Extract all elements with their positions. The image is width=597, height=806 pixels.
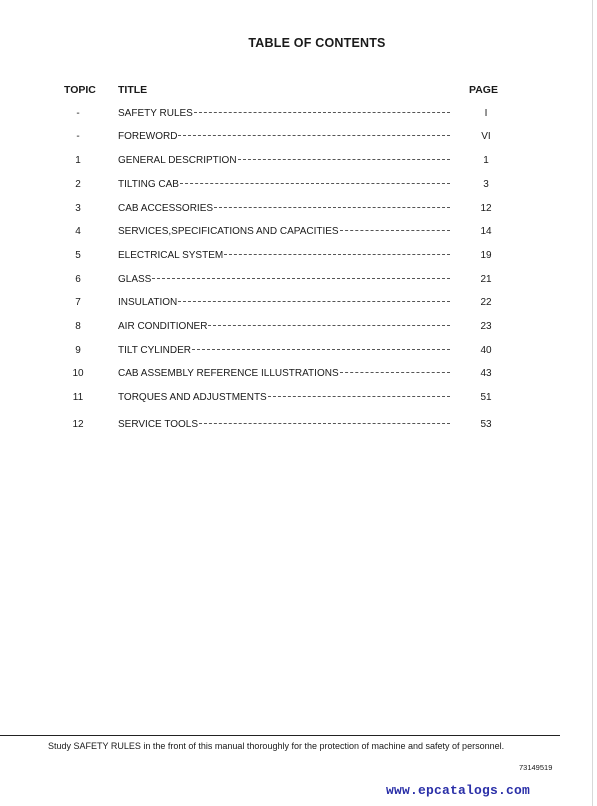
page-number: 19	[480, 250, 492, 261]
page-number: VI	[481, 131, 491, 142]
page-number: 23	[480, 321, 492, 332]
topic-number: 4	[75, 226, 81, 237]
toc-entry	[118, 274, 450, 285]
dot-leader	[194, 112, 450, 113]
topic-number: 6	[75, 274, 81, 285]
entry-title: TILT CYLINDER	[118, 345, 191, 356]
column-header-page: PAGE	[469, 84, 498, 96]
toc-row	[0, 203, 597, 217]
watermark-url: www.epcatalogs.com	[386, 783, 531, 798]
entry-title: FOREWORD	[118, 131, 178, 142]
page-number: 22	[480, 297, 492, 308]
column-header-title: TITLE	[118, 84, 148, 96]
toc-entry	[118, 345, 450, 356]
page-number: I	[484, 108, 488, 119]
entry-title: TORQUES AND ADJUSTMENTS	[118, 392, 267, 403]
page-number: 21	[480, 274, 492, 285]
page-title: TABLE OF CONTENTS	[248, 36, 386, 50]
toc-row	[0, 108, 597, 122]
toc-entry	[118, 179, 450, 190]
toc-row	[0, 250, 597, 264]
toc-row	[0, 297, 597, 311]
topic-number: -	[76, 108, 80, 119]
entry-title: SAFETY RULES	[118, 108, 193, 119]
page-number: 51	[480, 392, 492, 403]
dot-leader	[178, 135, 450, 136]
toc-entry	[118, 321, 450, 332]
dot-leader	[192, 349, 450, 350]
topic-number: 11	[72, 392, 84, 403]
page-number: 14	[480, 226, 492, 237]
toc-entry	[118, 392, 450, 403]
entry-title: SERVICES,SPECIFICATIONS AND CAPACITIES	[118, 226, 339, 237]
entry-title: INSULATION	[118, 297, 178, 308]
dot-leader	[268, 396, 450, 397]
toc-row	[0, 226, 597, 240]
toc-row	[0, 392, 597, 406]
toc-entry	[118, 203, 450, 214]
toc-entry	[118, 226, 450, 237]
page-number: 40	[480, 345, 492, 356]
topic-number: 2	[75, 179, 81, 190]
entry-title: CAB ACCESSORIES	[118, 203, 214, 214]
topic-number: 12	[72, 419, 84, 430]
toc-entry	[118, 297, 450, 308]
toc-row	[0, 345, 597, 359]
page-number: 43	[480, 368, 492, 379]
toc-row	[0, 274, 597, 288]
topic-number: 3	[75, 203, 81, 214]
toc-row	[0, 368, 597, 382]
dot-leader	[224, 254, 450, 255]
toc-row	[0, 155, 597, 169]
entry-title: AIR CONDITIONER	[118, 321, 208, 332]
toc-entry	[118, 131, 450, 142]
dot-leader	[199, 423, 450, 424]
entry-title: ELECTRICAL SYSTEM	[118, 250, 224, 261]
dot-leader	[340, 372, 450, 373]
dot-leader	[180, 183, 450, 184]
dot-leader	[178, 301, 450, 302]
topic-number: -	[76, 131, 80, 142]
page-number: 1	[483, 155, 489, 166]
topic-number: 9	[75, 345, 81, 356]
toc-entry	[118, 155, 450, 166]
topic-number: 5	[75, 250, 81, 261]
topic-number: 7	[75, 297, 81, 308]
dot-leader	[340, 230, 450, 231]
toc-row	[0, 419, 597, 433]
dot-leader	[238, 159, 450, 160]
entry-title: GLASS	[118, 274, 152, 285]
topic-number: 1	[75, 155, 81, 166]
entry-title: SERVICE TOOLS	[118, 419, 199, 430]
toc-row	[0, 131, 597, 145]
toc-entry	[118, 419, 450, 430]
document-number: 73149519	[519, 763, 553, 772]
topic-number: 8	[75, 321, 81, 332]
toc-entry	[118, 368, 450, 379]
dot-leader	[152, 278, 450, 279]
footer-note: Study SAFETY RULES in the front of this manual thoroughly for the protection of machine and safety of personnel.	[48, 741, 505, 751]
toc-row	[0, 321, 597, 335]
footer-divider	[0, 735, 560, 736]
topic-number: 10	[72, 368, 84, 379]
entry-title: TILTING CAB	[118, 179, 179, 190]
page-number: 53	[480, 419, 492, 430]
dot-leader	[208, 325, 450, 326]
toc-row	[0, 179, 597, 193]
page-number: 12	[480, 203, 492, 214]
entry-title: CAB ASSEMBLY REFERENCE ILLUSTRATIONS	[118, 368, 339, 379]
page-number: 3	[483, 179, 489, 190]
toc-entry	[118, 250, 450, 261]
dot-leader	[214, 207, 450, 208]
entry-title: GENERAL DESCRIPTION	[118, 155, 237, 166]
column-header-topic: TOPIC	[64, 84, 96, 96]
toc-entry	[118, 108, 450, 119]
